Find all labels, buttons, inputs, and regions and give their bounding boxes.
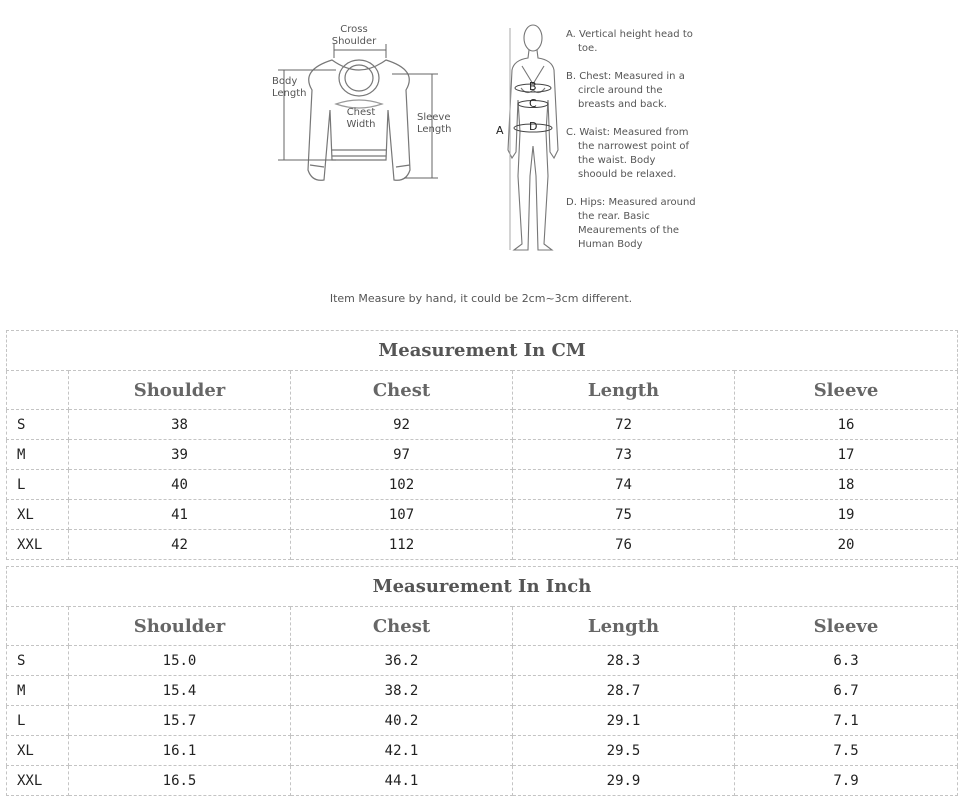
size-label: XXL <box>7 766 69 796</box>
shoulder-value: 16.1 <box>69 736 291 766</box>
chest-value: 40.2 <box>291 706 513 736</box>
sleeve-value: 6.7 <box>735 676 958 706</box>
size-label: XXL <box>7 530 69 560</box>
table-row <box>7 410 958 440</box>
sleeve-value: 16 <box>735 410 958 440</box>
size-label: XL <box>7 736 69 766</box>
letter-b: B <box>529 80 537 93</box>
chest-width-label-line1: Chest <box>346 107 376 118</box>
table-row <box>7 500 958 530</box>
shoulder-value: 39 <box>69 440 291 470</box>
definition-d: D. Hips: Measured around the rear. Basic Meaurements of the Human Body <box>566 197 696 250</box>
shoulder-value: 42 <box>69 530 291 560</box>
length-value: 29.1 <box>513 706 735 736</box>
table-row <box>7 676 958 706</box>
length-value: 76 <box>513 530 735 560</box>
body-length-label-line2: Length <box>272 88 307 99</box>
chest-value: 44.1 <box>291 766 513 796</box>
table-title-inch: Measurement In Inch <box>7 567 958 607</box>
shoulder-value: 38 <box>69 410 291 440</box>
measurement-definitions <box>566 28 696 266</box>
shoulder-value: 15.7 <box>69 706 291 736</box>
table-title-row <box>7 567 958 607</box>
body-length-label-line1: Body <box>272 76 298 87</box>
size-label: S <box>7 646 69 676</box>
shoulder-value: 15.0 <box>69 646 291 676</box>
table-header-row <box>7 607 958 646</box>
body-figure-sketch <box>0 0 962 290</box>
length-value: 28.7 <box>513 676 735 706</box>
header-shoulder: Shoulder <box>69 371 291 410</box>
table-title-cm: Measurement In CM <box>7 331 958 371</box>
header-sleeve: Sleeve <box>735 371 958 410</box>
length-value: 29.5 <box>513 736 735 766</box>
sleeve-value: 7.1 <box>735 706 958 736</box>
definition-a: A. Vertical height head to toe. <box>566 29 693 54</box>
sleeve-value: 17 <box>735 440 958 470</box>
shoulder-value: 15.4 <box>69 676 291 706</box>
cross-shoulder-label-line1: Cross <box>340 24 368 35</box>
shoulder-value: 41 <box>69 500 291 530</box>
size-label: M <box>7 676 69 706</box>
sleeve-value: 19 <box>735 500 958 530</box>
sleeve-length-label-line2: Length <box>417 124 452 135</box>
chest-value: 102 <box>291 470 513 500</box>
table-row <box>7 766 958 796</box>
letter-d: D <box>529 120 538 133</box>
cross-shoulder-label-line2: Shoulder <box>331 36 377 47</box>
size-table-inch <box>6 566 958 796</box>
header-shoulder: Shoulder <box>69 607 291 646</box>
chest-value: 97 <box>291 440 513 470</box>
measurement-diagrams <box>0 0 962 320</box>
size-table-cm <box>6 330 958 560</box>
table-row <box>7 736 958 766</box>
header-chest: Chest <box>291 607 513 646</box>
header-size-blank <box>7 371 69 410</box>
definition-c: C. Waist: Measured from the narrowest point of the waist. Body shoould be relaxed. <box>566 127 689 180</box>
shoulder-value: 40 <box>69 470 291 500</box>
length-value: 73 <box>513 440 735 470</box>
length-value: 74 <box>513 470 735 500</box>
length-value: 72 <box>513 410 735 440</box>
chest-value: 107 <box>291 500 513 530</box>
sleeve-value: 6.3 <box>735 646 958 676</box>
sleeve-length-label-line1: Sleeve <box>417 112 451 123</box>
table-title-row <box>7 331 958 371</box>
table-row <box>7 530 958 560</box>
header-size-blank <box>7 607 69 646</box>
size-label: M <box>7 440 69 470</box>
size-label: L <box>7 470 69 500</box>
chest-value: 38.2 <box>291 676 513 706</box>
chest-value: 36.2 <box>291 646 513 676</box>
shoulder-value: 16.5 <box>69 766 291 796</box>
definition-b: B. Chest: Measured in a circle around the breasts and back. <box>566 71 685 110</box>
table-header-row <box>7 371 958 410</box>
chest-value: 92 <box>291 410 513 440</box>
size-label: XL <box>7 500 69 530</box>
chest-value: 112 <box>291 530 513 560</box>
length-value: 75 <box>513 500 735 530</box>
letter-c: C <box>529 97 537 110</box>
table-row <box>7 646 958 676</box>
length-value: 29.9 <box>513 766 735 796</box>
header-length: Length <box>513 607 735 646</box>
length-value: 28.3 <box>513 646 735 676</box>
letter-a: A <box>496 124 504 137</box>
size-label: L <box>7 706 69 736</box>
sleeve-value: 7.5 <box>735 736 958 766</box>
chest-width-label-line2: Width <box>346 119 376 130</box>
sleeve-value: 20 <box>735 530 958 560</box>
measurement-note: Item Measure by hand, it could be 2cm~3cm different. <box>329 292 633 305</box>
chest-value: 42.1 <box>291 736 513 766</box>
header-chest: Chest <box>291 371 513 410</box>
table-row <box>7 470 958 500</box>
table-row <box>7 706 958 736</box>
header-length: Length <box>513 371 735 410</box>
header-sleeve: Sleeve <box>735 607 958 646</box>
table-row <box>7 440 958 470</box>
sleeve-value: 18 <box>735 470 958 500</box>
sleeve-value: 7.9 <box>735 766 958 796</box>
size-label: S <box>7 410 69 440</box>
